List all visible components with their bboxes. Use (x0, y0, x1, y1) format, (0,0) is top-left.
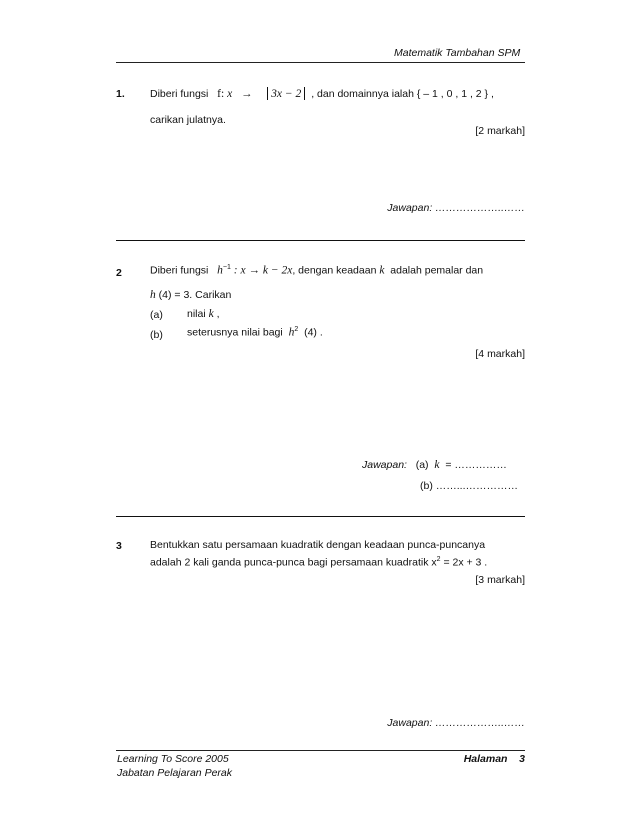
q2-number: 2 (116, 267, 122, 279)
q1-number: 1. (116, 88, 125, 100)
q2-b-sup: 2 (294, 326, 299, 333)
q3-line2-pre: adalah 2 kali ganda punca-punca bagi persamaan kuadratik x (150, 556, 437, 569)
q2-answer-a-pre: (a) (415, 459, 429, 471)
q1-rest: , dan domainnya ialah { – 1 , 0 , 1 , 2 } , (311, 88, 494, 100)
q2-a-label: (a) (150, 309, 163, 321)
q3-number: 3 (116, 540, 122, 552)
q2-b-text-post: (4) . (304, 326, 323, 339)
q1-intro: Diberi fungsi (150, 88, 209, 100)
q3-answer: Jawapan: ………………..…… (387, 717, 525, 729)
q3-line1: Bentukkan satu persamaan kuadratik dengan keadaan punca-puncanya (150, 539, 486, 551)
q1-abs-expr: 3x − 2 (271, 88, 302, 100)
footer-page-label: Halaman (463, 753, 508, 765)
q1-line1 (150, 87, 494, 100)
q2-a-var: k (208, 308, 214, 320)
q2-line2-h: h (150, 289, 156, 301)
q2-marks: [4 markah] (475, 348, 525, 360)
header-title: Matematik Tambahan SPM (394, 47, 521, 59)
q1-func-var: x (227, 88, 233, 100)
q2-b-label: (b) (150, 329, 163, 341)
q2-func: h (217, 264, 223, 277)
q2-answer-a-var: k (434, 459, 440, 471)
q1-marks: [2 markah] (475, 125, 525, 137)
q3-line2-post: = 2x + 3 . (440, 556, 488, 569)
q2-rest-post: adalah pemalar dan (390, 264, 484, 277)
q2-answer-a-post: = …………… (445, 459, 507, 471)
q2-line2 (150, 289, 231, 301)
q2-rest-pre: , dengan keadaan (292, 264, 377, 277)
q2-func-sup: −1 (222, 264, 231, 271)
footer-rule (116, 750, 525, 751)
q1-func-name: f: (217, 88, 225, 100)
footer-left-1: Learning To Score 2005 (117, 753, 229, 765)
q2-intro: Diberi fungsi (150, 264, 209, 277)
q2-b-text (187, 326, 323, 339)
q1-arrow: → (240, 88, 253, 100)
q2-divider (116, 516, 525, 517)
q2-answer-label: Jawapan: (362, 459, 407, 471)
q2-a-text-post: , (216, 308, 220, 320)
q2-b-text-pre: seterusnya nilai bagi (187, 326, 283, 339)
q3-line2-sup: 2 (436, 556, 441, 563)
header-rule (116, 62, 525, 63)
q2-b-func: h (288, 326, 295, 339)
q2-answer-a (362, 459, 507, 471)
q2-line1 (150, 264, 483, 277)
q2-k-var: k (379, 264, 385, 277)
footer-left-2: Jabatan Pelajaran Perak (117, 767, 232, 779)
q1-answer: Jawapan: ………………..…… (387, 202, 525, 214)
q3-line2 (150, 556, 487, 569)
q2-line2-rest: (4) = 3. Carikan (158, 289, 232, 301)
q1-line2: carikan julatnya. (150, 114, 226, 126)
q2-a-text (187, 308, 220, 320)
footer-right (464, 753, 525, 765)
q2-mapping: : x → k − 2x (233, 264, 293, 277)
q3-marks: [3 markah] (475, 574, 525, 586)
q1-divider (116, 240, 525, 241)
q2-a-text-pre: nilai (187, 308, 206, 320)
footer-page-number: 3 (519, 753, 525, 765)
q2-answer-b: (b) ……...…………… (420, 480, 519, 492)
